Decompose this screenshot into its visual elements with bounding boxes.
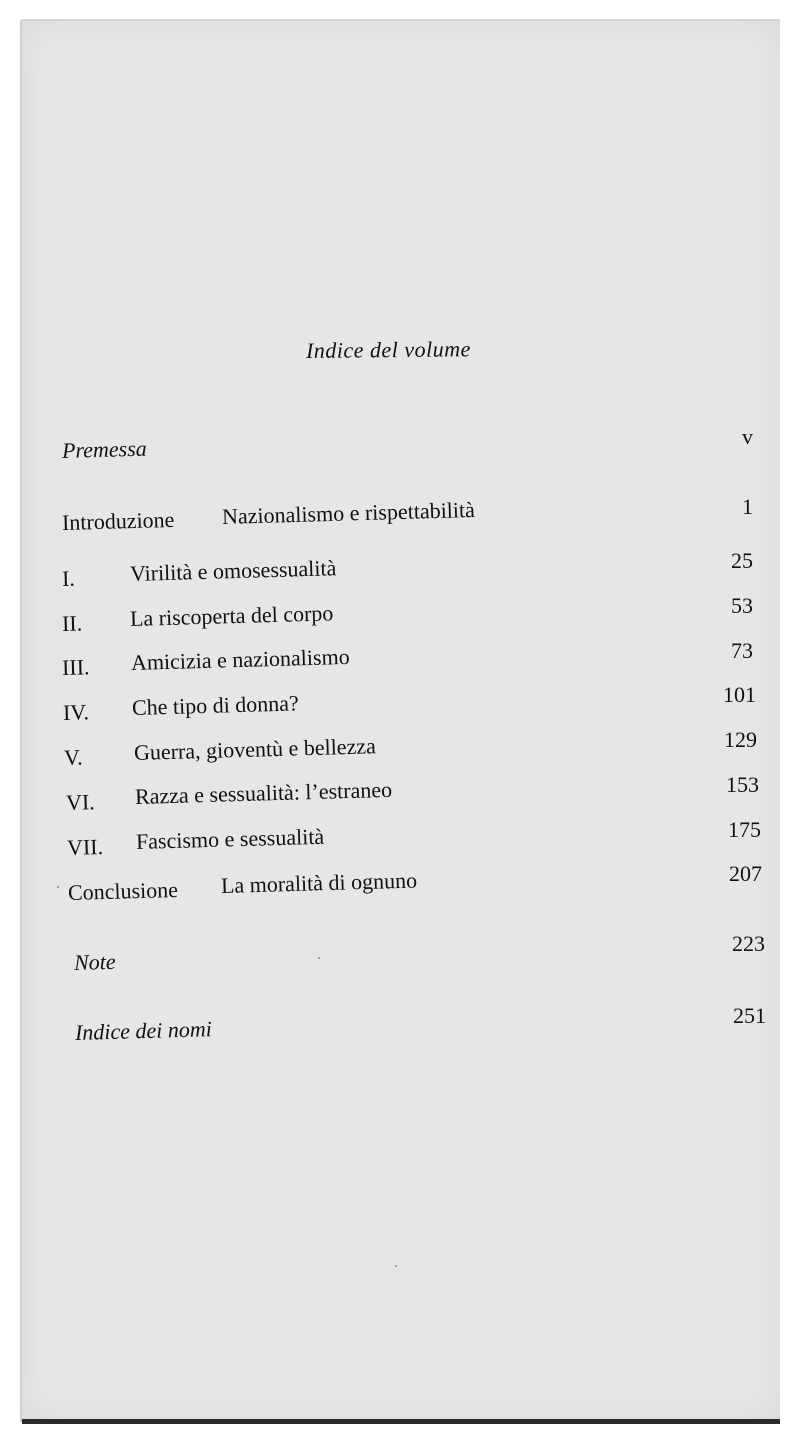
toc-title: Indice del volume	[305, 336, 471, 363]
toc-entry-label: Introduzione	[61, 506, 175, 535]
toc-entry-title: Fascismo e sessualità	[135, 823, 325, 854]
toc-entry-label: II.	[61, 610, 83, 636]
toc-entry-page: 207	[729, 861, 762, 886]
toc-entry-label: VI.	[65, 789, 96, 815]
toc-entry-label: Indice dei nomi	[74, 1016, 213, 1045]
toc-entry-title: La riscoperta del corpo	[129, 600, 334, 631]
toc-entry-page: v	[742, 424, 753, 449]
toc-entry-page: 53	[731, 593, 753, 618]
toc-entry-page: 223	[732, 931, 765, 956]
toc-entry-label: Note	[73, 948, 116, 975]
toc-entry-page: 129	[724, 727, 757, 752]
toc-entry-page: 175	[728, 817, 761, 842]
toc-entry-title: La moralità di ognuno	[220, 867, 418, 898]
toc-entry-title: Amicizia e nazionalismo	[130, 643, 350, 675]
toc-entry-page: 153	[726, 772, 759, 797]
scan-speck	[57, 886, 59, 888]
toc-entry-label: III.	[61, 654, 90, 680]
toc-entry-page: 1	[742, 494, 753, 519]
toc-entry-title: Virilità e omosessualità	[129, 555, 337, 586]
toc-entry-page: 73	[731, 638, 753, 663]
book-page	[22, 20, 780, 1422]
toc-entry-page: 101	[723, 682, 756, 707]
toc-entry-label: Premessa	[61, 435, 148, 463]
toc-entry-label: IV.	[62, 699, 90, 725]
toc-entry-title: Che tipo di donna?	[131, 690, 300, 720]
toc-entry-page: 25	[731, 548, 753, 573]
toc-entry-title: Guerra, gioventù e bellezza	[133, 733, 377, 765]
page-bottom-edge	[22, 1419, 780, 1424]
toc-entry-label: I.	[61, 565, 76, 591]
page-left-edge	[20, 20, 22, 1422]
toc-entry-label: V.	[63, 744, 83, 770]
toc-entry-title: Razza e sessualità: l’estraneo	[134, 776, 393, 809]
toc-entry-page: 251	[733, 1003, 766, 1028]
toc-entry-label: VII.	[66, 833, 104, 860]
toc-entry-title: Nazionalismo e rispettabilità	[221, 496, 476, 529]
scan-speck	[395, 1265, 397, 1267]
scan-speck	[318, 957, 320, 959]
toc-entry-label: Conclusione	[67, 876, 179, 905]
